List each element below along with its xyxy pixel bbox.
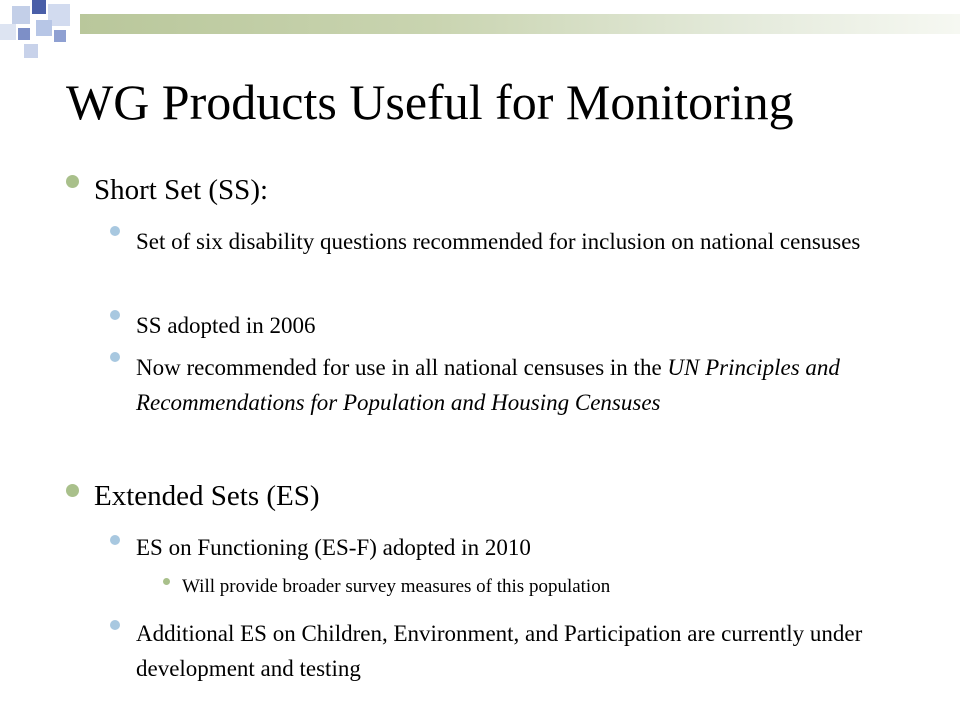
list-item: Set of six disability questions recommended for inclusion on national censuses [136,229,861,254]
bullet-icon [110,310,120,320]
list-item-text: Now recommended for use in all national censuses in the [136,355,662,380]
header-gradient-bar [80,14,960,34]
sub-list-item: Will provide broader survey measures of this population [182,576,611,597]
list-item: Additional ES on Children, Environment, and Participation are currently under development and testing [136,621,863,681]
list-item: SS adopted in 2006 [136,313,316,338]
bullet-icon [110,535,120,545]
bullet-icon [163,578,170,585]
bullet-icon [110,226,120,236]
list-item: ES on Functioning (ES-F) adopted in 2010 [136,535,531,560]
slide-title: WG Products Useful for Monitoring [66,74,794,130]
section-heading-extended-sets: Extended Sets (ES) [94,480,320,512]
bullet-icon [66,175,79,188]
publication-title: UN Principles and Recommendations for Population and Housing Censuses [136,355,840,415]
decorative-corner-squares [0,0,80,60]
list-item [136,350,926,420]
section-heading-short-set: Short Set (SS): [94,174,269,206]
bullet-icon [110,352,120,362]
bullet-icon [110,620,120,630]
bullet-icon [66,484,79,497]
